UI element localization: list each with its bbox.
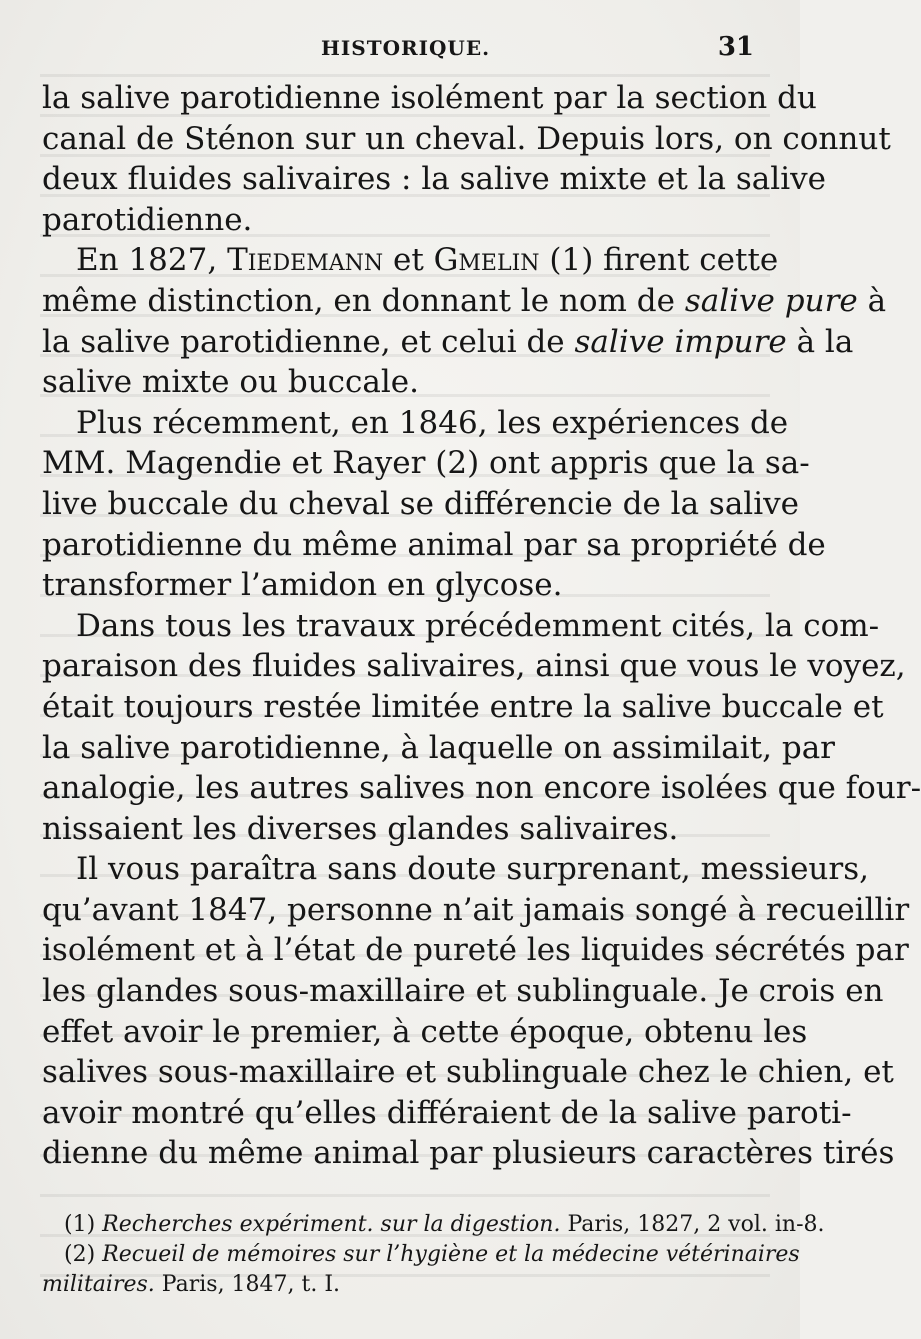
text-line [42, 240, 779, 281]
footnote-title: Recueil de mémoires sur l’hygiène et la médecine vétérinaires [102, 1242, 800, 1267]
author-name: Gmelin [433, 242, 540, 279]
text-line: parotidienne. [42, 201, 253, 238]
body-text [42, 78, 921, 1174]
text-line: analogie, les autres salives non encore isolées que four- [42, 770, 921, 807]
text-line: était toujours restée limitée entre la salive buccale et [42, 688, 884, 725]
text-line: Dans tous les travaux précédemment cités, la com- [76, 607, 880, 644]
page-number: 31 [717, 32, 754, 62]
text-line: effet avoir le premier, à cette époque, obtenu les [42, 1013, 808, 1050]
footnote-2-continued [42, 1270, 760, 1300]
text-line: paraison des fluides salivaires, ainsi que vous le voyez, [42, 648, 906, 685]
text-line: deux fluides salivaires : la salive mixte et la salive [42, 161, 826, 198]
text-span: à [867, 282, 887, 319]
text-line: transformer l’amidon en glycose. [42, 567, 563, 604]
footnote-1 [42, 1210, 825, 1240]
text-span: à la [796, 323, 854, 360]
text-span: En 1827, [76, 242, 218, 279]
text-line: live buccale du cheval se différencie de la salive [42, 485, 799, 522]
text-span: (1) firent cette [549, 242, 779, 279]
text-line: canal de Sténon sur un cheval. Depuis lors, on connut [42, 120, 891, 157]
text-line: nissaient les diverses glandes salivaires. [42, 810, 679, 847]
text-span: et [392, 242, 424, 279]
footnote-citation: Paris, 1847, t. I. [161, 1272, 341, 1297]
text-line: salives sous-maxillaire et sublinguale chez le chien, et [42, 1054, 894, 1091]
text-line: Il vous paraîtra sans doute surprenant, messieurs, [76, 851, 869, 888]
author-name: Tiedemann [227, 242, 384, 279]
text-span: la salive parotidienne, et celui de [42, 323, 565, 360]
footnotes [42, 1210, 825, 1300]
text-line: parotidienne du même animal par sa propriété de [42, 526, 826, 563]
footnote-title: militaires. [42, 1272, 155, 1297]
text-line: les glandes sous-maxillaire et sublinguale. Je crois en [42, 973, 884, 1010]
text-line: isolément et à l’état de pureté les liquides sécrétés par [42, 932, 909, 969]
text-line [42, 322, 854, 363]
footnote-citation: Paris, 1827, 2 vol. in-8. [567, 1212, 825, 1237]
text-line: salive mixte ou buccale. [42, 364, 419, 401]
text-line: dienne du même animal par plusieurs caractères tirés [42, 1135, 895, 1172]
italic-term: salive impure [574, 323, 787, 360]
italic-term: salive pure [684, 282, 858, 319]
footnote-number: (2) [64, 1242, 96, 1267]
footnote-number: (1) [64, 1212, 96, 1237]
text-line [42, 281, 887, 322]
running-title: HISTORIQUE. [321, 36, 491, 60]
footnote-title: Recherches expériment. sur la digestion. [102, 1212, 561, 1237]
text-span: même distinction, en donnant le nom de [42, 282, 675, 319]
text-line: qu’avant 1847, personne n’ait jamais songé à recueillir [42, 891, 910, 928]
text-line: Plus récemment, en 1846, les expériences de [76, 404, 789, 441]
page-header [0, 32, 800, 66]
text-line: MM. Magendie et Rayer (2) ont appris que la sa- [42, 445, 810, 482]
text-line: la salive parotidienne isolément par la section du [42, 80, 817, 116]
footnote-2 [42, 1240, 800, 1270]
text-line: la salive parotidienne, à laquelle on assimilait, par [42, 729, 835, 766]
text-line: avoir montré qu’elles différaient de la salive paroti- [42, 1094, 852, 1131]
